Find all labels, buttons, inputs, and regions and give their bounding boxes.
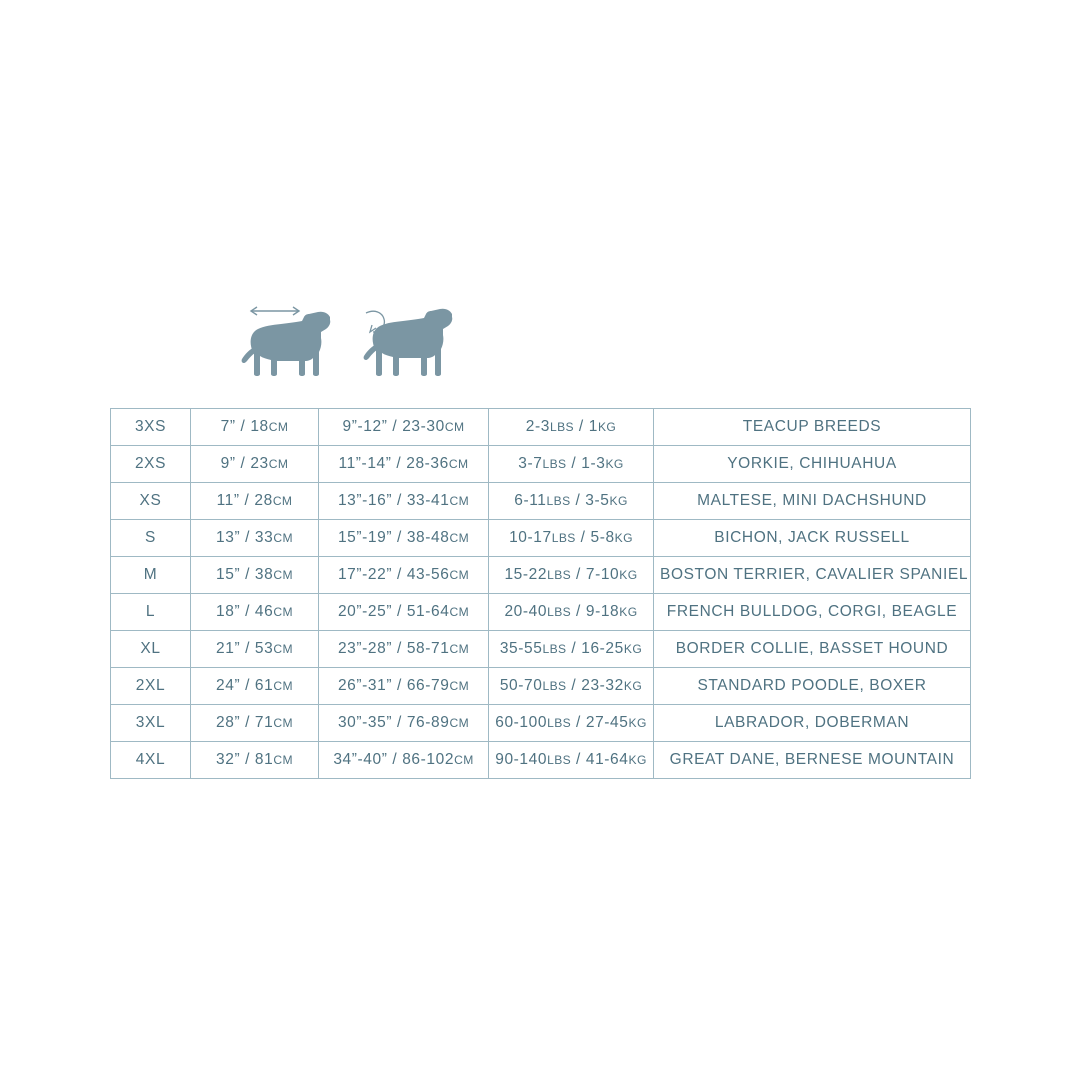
table-row — [111, 631, 971, 668]
cell-chest: 11”-14” / 28-36CM — [319, 446, 489, 483]
cell-neck: 15” / 38CM — [191, 557, 319, 594]
cell-weight: 10-17LBS / 5-8KG — [489, 520, 654, 557]
cell-size: 4XL — [111, 742, 191, 779]
table-row — [111, 483, 971, 520]
cell-breeds: LABRADOR, DOBERMAN — [654, 705, 971, 742]
table-row — [111, 594, 971, 631]
cell-size: XS — [111, 483, 191, 520]
cell-breeds: TEACUP BREEDS — [654, 409, 971, 446]
cell-weight: 20-40LBS / 9-18KG — [489, 594, 654, 631]
table-row — [111, 705, 971, 742]
cell-breeds: FRENCH BULLDOG, CORGI, BEAGLE — [654, 594, 971, 631]
cell-chest: 15”-19” / 38-48CM — [319, 520, 489, 557]
dog-measurement-illustration — [236, 300, 456, 395]
cell-weight: 3-7LBS / 1-3KG — [489, 446, 654, 483]
cell-size: 3XS — [111, 409, 191, 446]
cell-weight: 35-55LBS / 16-25KG — [489, 631, 654, 668]
cell-neck: 28” / 71CM — [191, 705, 319, 742]
cell-size: 2XS — [111, 446, 191, 483]
cell-neck: 24” / 61CM — [191, 668, 319, 705]
cell-neck: 7” / 18CM — [191, 409, 319, 446]
table-row — [111, 409, 971, 446]
cell-neck: 32” / 81CM — [191, 742, 319, 779]
cell-chest: 20”-25” / 51-64CM — [319, 594, 489, 631]
table-row — [111, 742, 971, 779]
cell-weight: 2-3LBS / 1KG — [489, 409, 654, 446]
cell-size: L — [111, 594, 191, 631]
dog-silhouette-right — [364, 309, 453, 376]
cell-breeds: BICHON, JACK RUSSELL — [654, 520, 971, 557]
cell-breeds: STANDARD POODLE, BOXER — [654, 668, 971, 705]
cell-weight: 50-70LBS / 23-32KG — [489, 668, 654, 705]
cell-breeds: BORDER COLLIE, BASSET HOUND — [654, 631, 971, 668]
cell-chest: 26”-31” / 66-79CM — [319, 668, 489, 705]
cell-neck: 13” / 33CM — [191, 520, 319, 557]
cell-neck: 9” / 23CM — [191, 446, 319, 483]
cell-weight: 90-140LBS / 41-64KG — [489, 742, 654, 779]
dog-silhouette-left — [242, 312, 331, 376]
table-row — [111, 557, 971, 594]
cell-chest: 17”-22” / 43-56CM — [319, 557, 489, 594]
table-row — [111, 520, 971, 557]
size-chart-table-container — [110, 408, 970, 779]
cell-breeds: YORKIE, CHIHUAHUA — [654, 446, 971, 483]
cell-chest: 34”-40” / 86-102CM — [319, 742, 489, 779]
cell-chest: 23”-28” / 58-71CM — [319, 631, 489, 668]
cell-breeds: BOSTON TERRIER, CAVALIER SPANIEL — [654, 557, 971, 594]
size-chart-body — [111, 409, 971, 779]
table-row — [111, 446, 971, 483]
cell-size: M — [111, 557, 191, 594]
cell-breeds: MALTESE, MINI DACHSHUND — [654, 483, 971, 520]
table-row — [111, 668, 971, 705]
size-chart-table — [110, 408, 971, 779]
cell-size: XL — [111, 631, 191, 668]
cell-chest: 9”-12” / 23-30CM — [319, 409, 489, 446]
cell-weight: 15-22LBS / 7-10KG — [489, 557, 654, 594]
cell-size: 3XL — [111, 705, 191, 742]
cell-weight: 6-11LBS / 3-5KG — [489, 483, 654, 520]
cell-size: 2XL — [111, 668, 191, 705]
cell-neck: 21” / 53CM — [191, 631, 319, 668]
cell-weight: 60-100LBS / 27-45KG — [489, 705, 654, 742]
cell-neck: 18” / 46CM — [191, 594, 319, 631]
back-length-arrow-icon — [251, 307, 299, 315]
cell-size: S — [111, 520, 191, 557]
cell-chest: 13”-16” / 33-41CM — [319, 483, 489, 520]
cell-breeds: GREAT DANE, BERNESE MOUNTAIN — [654, 742, 971, 779]
cell-chest: 30”-35” / 76-89CM — [319, 705, 489, 742]
cell-neck: 11” / 28CM — [191, 483, 319, 520]
